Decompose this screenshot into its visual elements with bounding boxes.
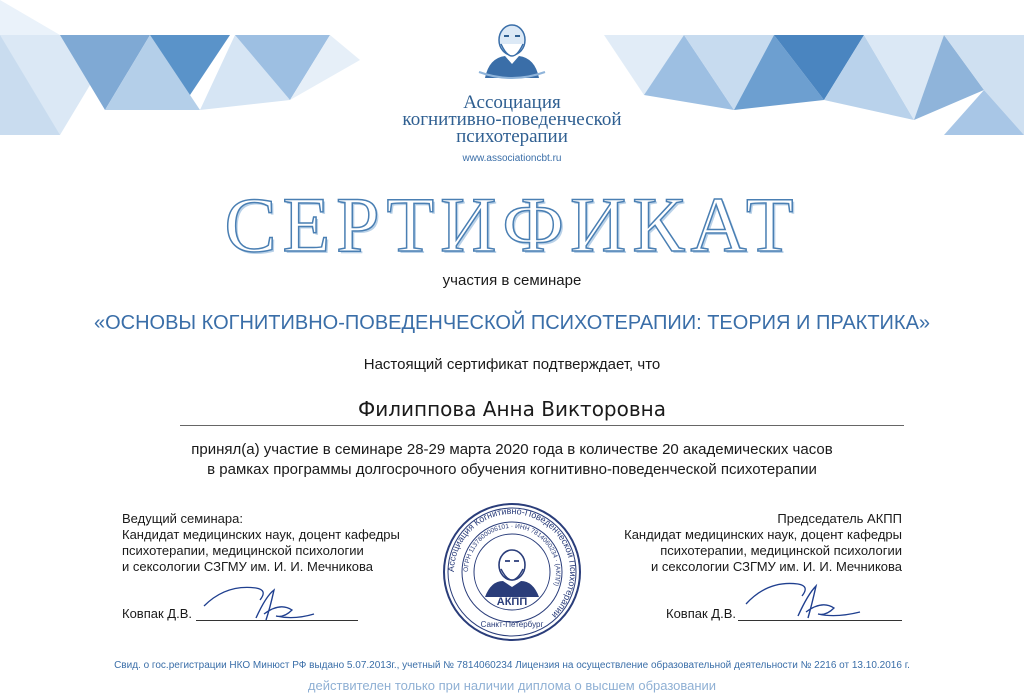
- stamp-portrait-icon: [485, 550, 539, 597]
- right-signatory-title-line1: Кандидат медицинских наук, доцент кафедры: [624, 527, 902, 542]
- right-handwritten-signature: [740, 574, 870, 622]
- validity-note: действителен только при наличии диплома о высшем образовании: [307, 678, 717, 693]
- stamp-inner-text: ОГРН 1137800006101 · ИНН 7814060234 · (АКПП): [462, 522, 562, 587]
- association-name: [380, 94, 644, 145]
- participation-line2: в рамках программы долгосрочного обучения когнитивно-поведенческой психотерапии: [207, 461, 817, 478]
- left-signatory-title-line3: и сексологии СЗГМУ им. И. И. Мечникова: [122, 559, 373, 574]
- seminar-title: «ОСНОВЫ КОГНИТИВНО-ПОВЕДЕНЧЕСКОЙ ПСИХОТЕРАПИИ: ТЕОРИЯ И ПРАКТИКА»: [93, 312, 931, 334]
- left-signatory-block: [122, 511, 400, 575]
- association-url: www.associationcbt.ru: [462, 153, 562, 164]
- registration-info: Свид. о гос.регистрации НКО Минюст РФ выдано 5.07.2013г., учетный № 7814060234 Лицензия на осуществление образовательной деятельности № 2216 от 13.10.2016 г.: [114, 660, 910, 671]
- left-signatory-role: Ведущий семинара:: [122, 511, 243, 526]
- decorative-triangles-right: [604, 0, 1024, 135]
- stamp-city: Санкт-Петербург: [480, 620, 544, 629]
- association-logo-block: [380, 18, 644, 164]
- association-name-line3: психотерапии: [456, 126, 568, 147]
- left-signatory-name: Ковпак Д.В.: [122, 606, 192, 621]
- association-name-line1: Ассоциация: [463, 92, 561, 113]
- right-signatory-role: Председатель АКПП: [777, 511, 902, 526]
- right-signatory-name: Ковпак Д.В.: [666, 606, 736, 621]
- participation-line1: принял(а) участие в семинаре 28-29 марта 2020 года в количестве 20 академических часов: [191, 441, 833, 458]
- decorative-triangles-left: [0, 0, 360, 135]
- recipient-name: Филиппова Анна Викторовна: [358, 397, 666, 421]
- right-signatory-title-line2: психотерапии, медицинской психологии: [660, 543, 902, 558]
- organization-stamp: [441, 501, 583, 643]
- association-name-line2: когнитивно-поведенческой: [402, 109, 622, 130]
- confirm-text: Настоящий сертификат подтверждает, что: [363, 356, 661, 373]
- recipient-name-underline: [180, 425, 904, 426]
- stamp-center-label: АКПП: [496, 596, 528, 608]
- right-signatory-title-line3: и сексологии СЗГМУ им. И. И. Мечникова: [651, 559, 902, 574]
- participation-text: [0, 440, 1024, 480]
- certificate-title: СЕРТИФИКАТ: [224, 181, 800, 268]
- left-signatory-title-line1: Кандидат медицинских наук, доцент кафедры: [122, 527, 400, 542]
- founder-portrait-logo-icon: [477, 18, 547, 80]
- left-handwritten-signature: [196, 578, 326, 624]
- left-signatory-title-line2: психотерапии, медицинской психологии: [122, 543, 364, 558]
- stamp-outer-text: Ассоциация Когнитивно-Поведенческой Психотерапии: [445, 505, 579, 621]
- right-signatory-block: [624, 511, 902, 575]
- certificate-subtitle: участия в семинаре: [442, 272, 582, 289]
